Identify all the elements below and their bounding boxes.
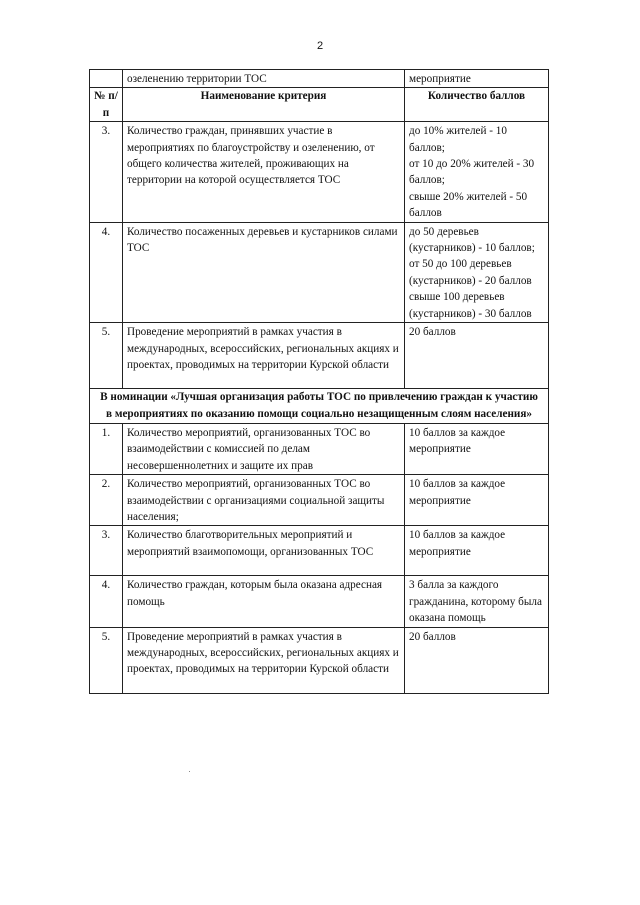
table-row <box>90 423 549 474</box>
criterion-cell: Количество граждан, принявших участие в мероприятиях по благоустройству и озеленению, от общего количества жителей, проживающих на территории на которой осуществляется ТОС <box>123 122 405 222</box>
points-cell <box>405 323 549 389</box>
points-line: 10 баллов за каждое мероприятие <box>409 426 506 456</box>
points-cell <box>405 576 549 627</box>
points-cell <box>405 423 549 474</box>
row-number: 2. <box>90 475 123 526</box>
row-number: 1. <box>90 423 123 474</box>
row-number: 3. <box>90 526 123 576</box>
points-cell <box>405 475 549 526</box>
nomination-title: В номинации «Лучшая организация работы ТОС по привлечению граждан к участию в мероприятиях по оказанию помощи социально незащищенным слоям населения» <box>90 389 549 424</box>
continuation-number-cell <box>90 70 123 88</box>
points-line: 10 баллов за каждое мероприятие <box>409 478 506 507</box>
row-number: 5. <box>90 323 123 389</box>
row-number: 5. <box>90 627 123 693</box>
criterion-cell: Количество благотворительных мероприятий и мероприятий взаимопомощи, организованных ТОС <box>123 526 405 576</box>
points-line: 20 баллов <box>409 326 456 339</box>
scan-speck <box>189 771 190 772</box>
table-row <box>90 122 549 222</box>
points-line: от 50 до 100 деревьев (кустарников) - 20 баллов <box>409 258 532 287</box>
continuation-row <box>90 70 549 88</box>
points-cell <box>405 122 549 222</box>
points-cell <box>405 222 549 322</box>
points-line: от 10 до 20% жителей - 30 баллов; <box>409 158 535 187</box>
table-row <box>90 475 549 526</box>
table-row <box>90 627 549 693</box>
table-row <box>90 526 549 576</box>
row-number: 4. <box>90 576 123 627</box>
table-row <box>90 222 549 322</box>
points-line: 3 балла за каждого гражданина, которому была оказана помощь <box>409 579 542 625</box>
criterion-cell: Количество посаженных деревьев и кустарников силами ТОС <box>123 222 405 322</box>
criterion-cell: Количество мероприятий, организованных ТОС во взаимодействии с организациями социальной защиты населения; <box>123 475 405 526</box>
points-line: свыше 100 деревьев (кустарников) - 30 баллов <box>409 291 532 320</box>
row-number: 3. <box>90 122 123 222</box>
header-row <box>90 88 549 122</box>
points-line: 20 баллов <box>409 630 456 643</box>
row-number: 4. <box>90 222 123 322</box>
points-line: до 50 деревьев (кустарников) - 10 баллов; <box>409 225 535 255</box>
points-line: свыше 20% жителей - 50 баллов <box>409 190 528 220</box>
points-line: 10 баллов за каждое мероприятие <box>409 529 506 558</box>
points-line: до 10% жителей - 10 баллов; <box>409 125 507 154</box>
criteria-table <box>89 69 549 694</box>
table-row <box>90 576 549 627</box>
continuation-criterion: озеленению территории ТОС <box>123 70 405 88</box>
points-cell <box>405 526 549 576</box>
table-row <box>90 323 549 389</box>
points-cell <box>405 627 549 693</box>
header-number: № п/п <box>90 88 123 122</box>
criterion-cell: Проведение мероприятий в рамках участия в международных, всероссийских, региональных акциях и проектах, проводимых на территории Курской области <box>123 627 405 693</box>
page-number: 2 <box>316 40 324 52</box>
section-heading-row <box>90 389 549 424</box>
header-criterion: Наименование критерия <box>123 88 405 122</box>
criterion-cell: Проведение мероприятий в рамках участия в международных, всероссийских, региональных акциях и проектах, проводимых на территории Курской области <box>123 323 405 389</box>
criterion-cell: Количество мероприятий, организованных ТОС во взаимодействии с комиссией по делам несовершеннолетних и защите их прав <box>123 423 405 474</box>
criterion-cell: Количество граждан, которым была оказана адресная помощь <box>123 576 405 627</box>
continuation-points: мероприятие <box>405 70 549 88</box>
header-points: Количество баллов <box>405 88 549 122</box>
